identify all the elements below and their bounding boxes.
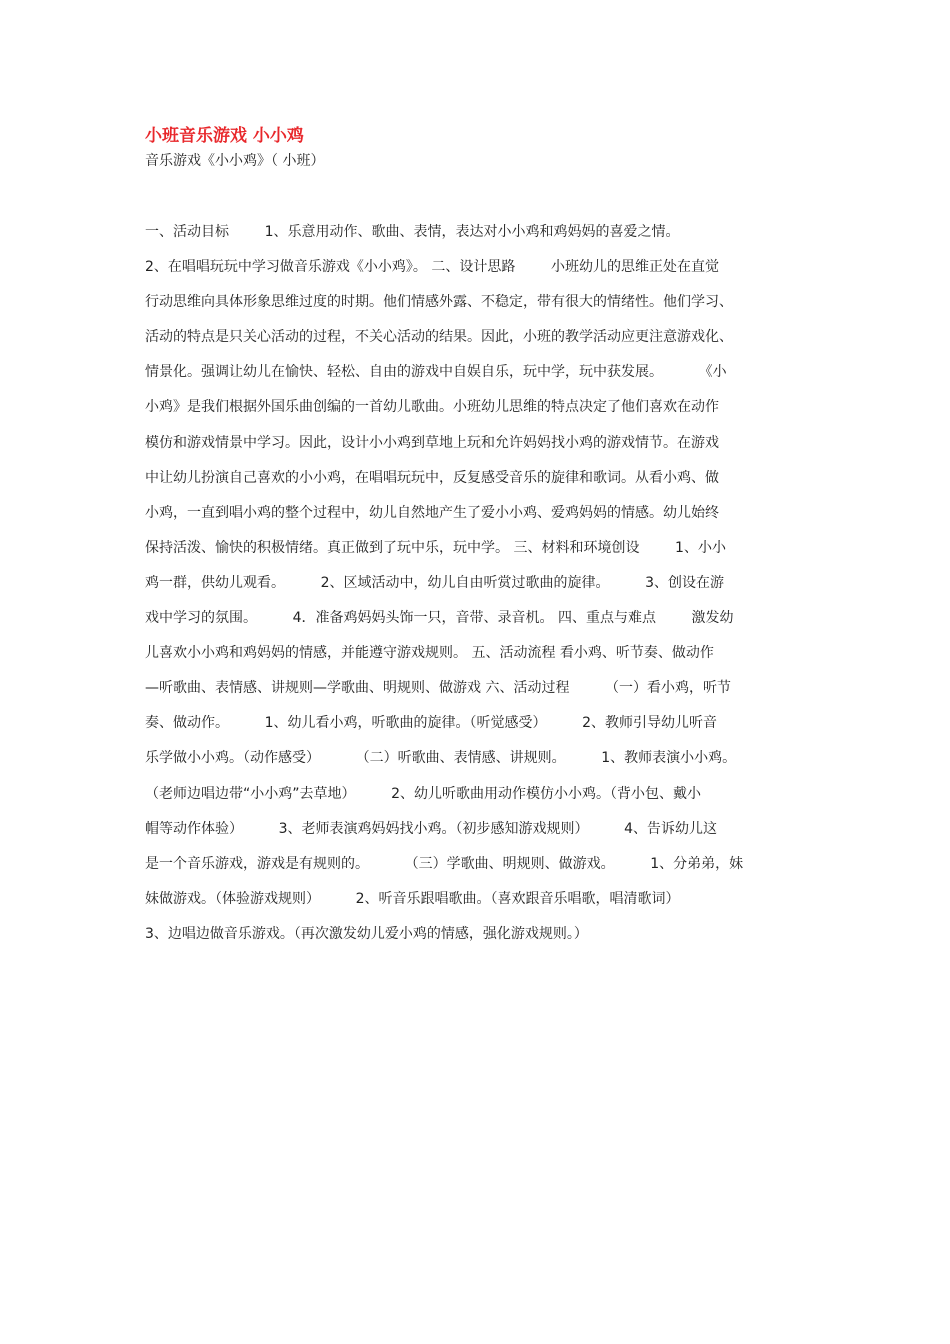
- document-subtitle: 音乐游戏《小小鸡》（ 小班）: [145, 153, 325, 169]
- body-line: 鸡一群，供幼儿观看。 2、区域活动中，幼儿自由听赏过歌曲的旋律。 3、创设在游: [145, 574, 725, 591]
- body-line: 妹做游戏。（体验游戏规则） 2、听音乐跟唱歌曲。（喜欢跟音乐唱歌，唱清歌词）: [145, 890, 680, 907]
- body-line: 行动思维向具体形象思维过度的时期。他们情感外露、不稳定，带有很大的情绪性。他们学习、: [145, 294, 733, 311]
- body-line: —听歌曲、表情感、讲规则—学歌曲、明规则、做游戏 六、活动过程 （一）看小鸡，听节: [145, 680, 732, 697]
- body-line: （老师边唱边带“小小鸡”去草地） 2、幼儿听歌曲用动作模仿小小鸡。（背小包、戴小: [145, 785, 702, 802]
- body-line: 一、活动目标 1、乐意用动作、歌曲、表情，表达对小小鸡和鸡妈妈的喜爱之情。: [145, 224, 680, 240]
- body-line: 情景化。强调让幼儿在愉快、轻松、自由的游戏中自娱自乐，玩中学，玩中获发展。 《小: [145, 364, 727, 381]
- body-line: 活动的特点是只关心活动的过程，不关心活动的结果。因此，小班的教学活动应更注意游戏化、: [145, 329, 733, 346]
- body-line: 帽等动作体验） 3、老师表演鸡妈妈找小鸡。（初步感知游戏规则） 4、告诉幼儿这: [145, 820, 718, 837]
- body-line: 乐学做小小鸡。（动作感受） （二）听歌曲、表情感、讲规则。 1、教师表演小小鸡。: [145, 750, 737, 767]
- body-line: 小鸡》是我们根据外国乐曲创编的一首幼儿歌曲。小班幼儿思维的特点决定了他们喜欢在动作: [145, 399, 719, 416]
- body-line: 儿喜欢小小鸡和鸡妈妈的情感，并能遵守游戏规则。 五、活动流程 看小鸡、听节奏、做动作: [145, 645, 714, 662]
- body-line: 戏中学习的氛围。 4．准备鸡妈妈头饰一只，音带、录音机。 四、重点与难点 激发幼: [145, 610, 734, 627]
- document-body: [145, 218, 809, 955]
- body-line: 2、在唱唱玩玩中学习做音乐游戏《小小鸡》。 二、设计思路 小班幼儿的思维正处在直觉: [145, 259, 719, 276]
- body-line: 奏、做动作。 1、幼儿看小鸡，听歌曲的旋律。（听觉感受） 2、教师引导幼儿听音: [145, 715, 718, 732]
- body-line: 是一个音乐游戏，游戏是有规则的。 （三）学歌曲、明规则、做游戏。 1、分弟弟，妹: [145, 855, 744, 872]
- body-line: 模仿和游戏情景中学习。因此，设计小小鸡到草地上玩和允许妈妈找小鸡的游戏情节。在游戏: [145, 434, 719, 451]
- body-line: 中让幼儿扮演自己喜欢的小小鸡，在唱唱玩玩中，反复感受音乐的旋律和歌词。从看小鸡、做: [145, 469, 719, 486]
- body-line: 小鸡，一直到唱小鸡的整个过程中，幼儿自然地产生了爱小小鸡、爱鸡妈妈的情感。幼儿始终: [145, 504, 719, 521]
- document-title: 小班音乐游戏 小小鸡: [145, 126, 304, 146]
- body-line: 保持活泼、愉快的积极情绪。真正做到了玩中乐，玩中学。 三、材料和环境创设 1、小小: [145, 539, 726, 556]
- body-line: 3、边唱边做音乐游戏。（再次激发幼儿爱小鸡的情感，强化游戏规则。）: [145, 925, 588, 942]
